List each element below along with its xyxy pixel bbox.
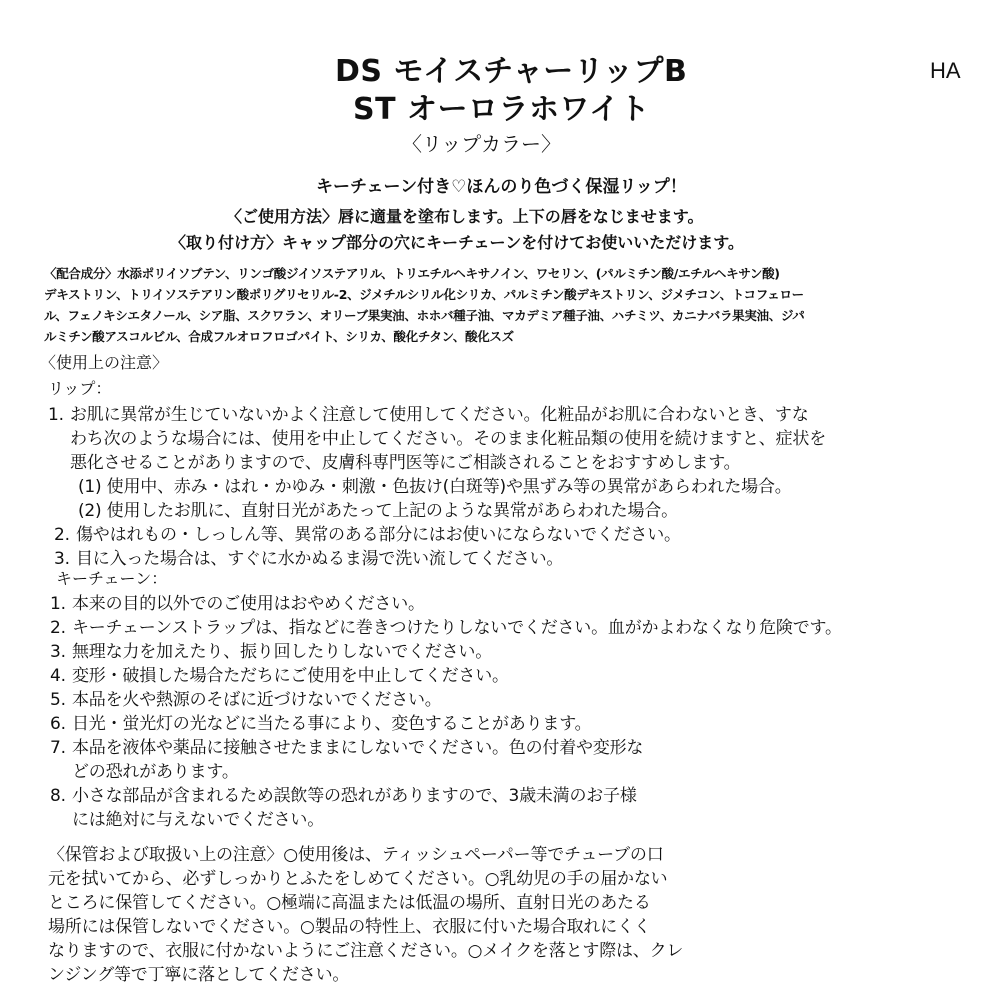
list-item: 8. 小さな部品が含まれるため誤飲等の恐れがありますので、3歳未満のお子様 (50, 786, 637, 806)
list-item: 3. 目に入った場合は、すぐに水かぬるま湯で洗い流してください。 (54, 549, 564, 569)
list-item: 1. 本来の目的以外でのご使用はおやめください。 (50, 594, 425, 614)
list-item-continuation: 悪化させることがありますので、皮膚科専門医等にご相談されることをおすすめします。 (70, 453, 741, 473)
product-name-line1: DS モイスチャーリップB (335, 54, 688, 89)
list-item: 7. 本品を液体や薬品に接触させたままにしないでください。色の付着や変形な (50, 738, 644, 758)
list-item: 2. 傷やはれもの・しっしん等、異常のある部分にはお使いにならないでください。 (54, 525, 681, 545)
list-item-continuation: わち次のような場合には、使用を中止してください。そのまま化粧品類の使用を続けますと、症状を (70, 429, 826, 449)
list-item-continuation: には絶対に与えないでください。 (72, 810, 324, 830)
ingredients-line: 〈配合成分〉水添ポリイソブテン、リンゴ酸ジイソステアリル、トリエチルヘキサノイン、ワセリン、(パルミチン酸/エチルヘキサン酸) (44, 266, 780, 281)
list-item: 5. 本品を火や熱源のそばに近づけないでください。 (50, 690, 442, 710)
sub-item: (2) 使用したお肌に、直射日光があたって上記のような異常があらわれた場合。 (78, 501, 678, 521)
attach-instructions: 〈取り付け方〉キャップ部分の穴にキーチェーンを付けてお使いいただけます。 (170, 233, 744, 252)
ingredients-line: ルミチン酸アスコルビル、合成フルオロフロゴパイト、シリカ、酸化チタン、酸化スズ (44, 329, 514, 344)
storage-line: ところに保管してください。○極端に高温または低温の場所、直射日光のあたる (48, 893, 651, 913)
storage-line: 元を拭いてから、必ずしっかりとふたをしめてください。○乳幼児の手の届かない (48, 869, 668, 889)
storage-line: 〈保管および取扱い上の注意〉○使用後は、ティッシュペーパー等でチューブの口 (48, 845, 664, 865)
product-code: HA (930, 58, 961, 83)
product-category: 〈リップカラー〉 (402, 132, 561, 156)
list-item-continuation: どの恐れがあります。 (72, 762, 239, 782)
tagline: キーチェーン付き♡ほんのり色づく保湿リップ！ (316, 177, 687, 197)
ingredients-line: デキストリン、トリイソステアリン酸ポリグリセリル-2、ジメチルシリル化シリカ、パルミチン酸デキストリン、ジメチコン、トコフェロー (44, 287, 804, 302)
list-item: 6. 日光・蛍光灯の光などに当たる事により、変色することがあります。 (50, 714, 592, 734)
keychain-heading: キーチェーン： (56, 569, 168, 588)
storage-line: なりますので、衣服に付かないようにご注意ください。○メイクを落とす際は、クレ (48, 941, 684, 961)
list-item: 1. お肌に異常が生じていないかよく注意して使用してください。化粧品がお肌に合わないとき、すな (48, 405, 809, 425)
storage-line: ンジング等で丁寧に落としてください。 (48, 965, 350, 985)
sub-item: (1) 使用中、赤み・はれ・かゆみ・刺激・色抜け(白斑等)や黒ずみ等の異常があらわれた場合。 (78, 477, 792, 497)
lip-heading: リップ： (48, 379, 112, 398)
product-name-line2: ST オーロラホワイト (353, 92, 651, 127)
list-item: 2. キーチェーンストラップは、指などに巻きつけたりしないでください。血がかよわなくなり危険です。 (50, 618, 842, 638)
storage-line: 場所には保管しないでください。○製品の特性上、衣服に付いた場合取れにくく (48, 917, 651, 937)
cautions-heading: 〈使用上の注意〉 (40, 353, 169, 372)
list-item: 3. 無理な力を加えたり、振り回したりしないでください。 (50, 642, 492, 662)
ingredients-line: ル、フェノキシエタノール、シア脂、スクワラン、オリーブ果実油、ホホバ種子油、マカデミア種子油、ハチミツ、カニナバラ果実油、ジパ (44, 308, 805, 323)
list-item: 4. 変形・破損した場合ただちにご使用を中止してください。 (50, 666, 509, 686)
how-to-use: 〈ご使用方法〉唇に適量を塗布します。上下の唇をなじませます。 (226, 207, 704, 226)
